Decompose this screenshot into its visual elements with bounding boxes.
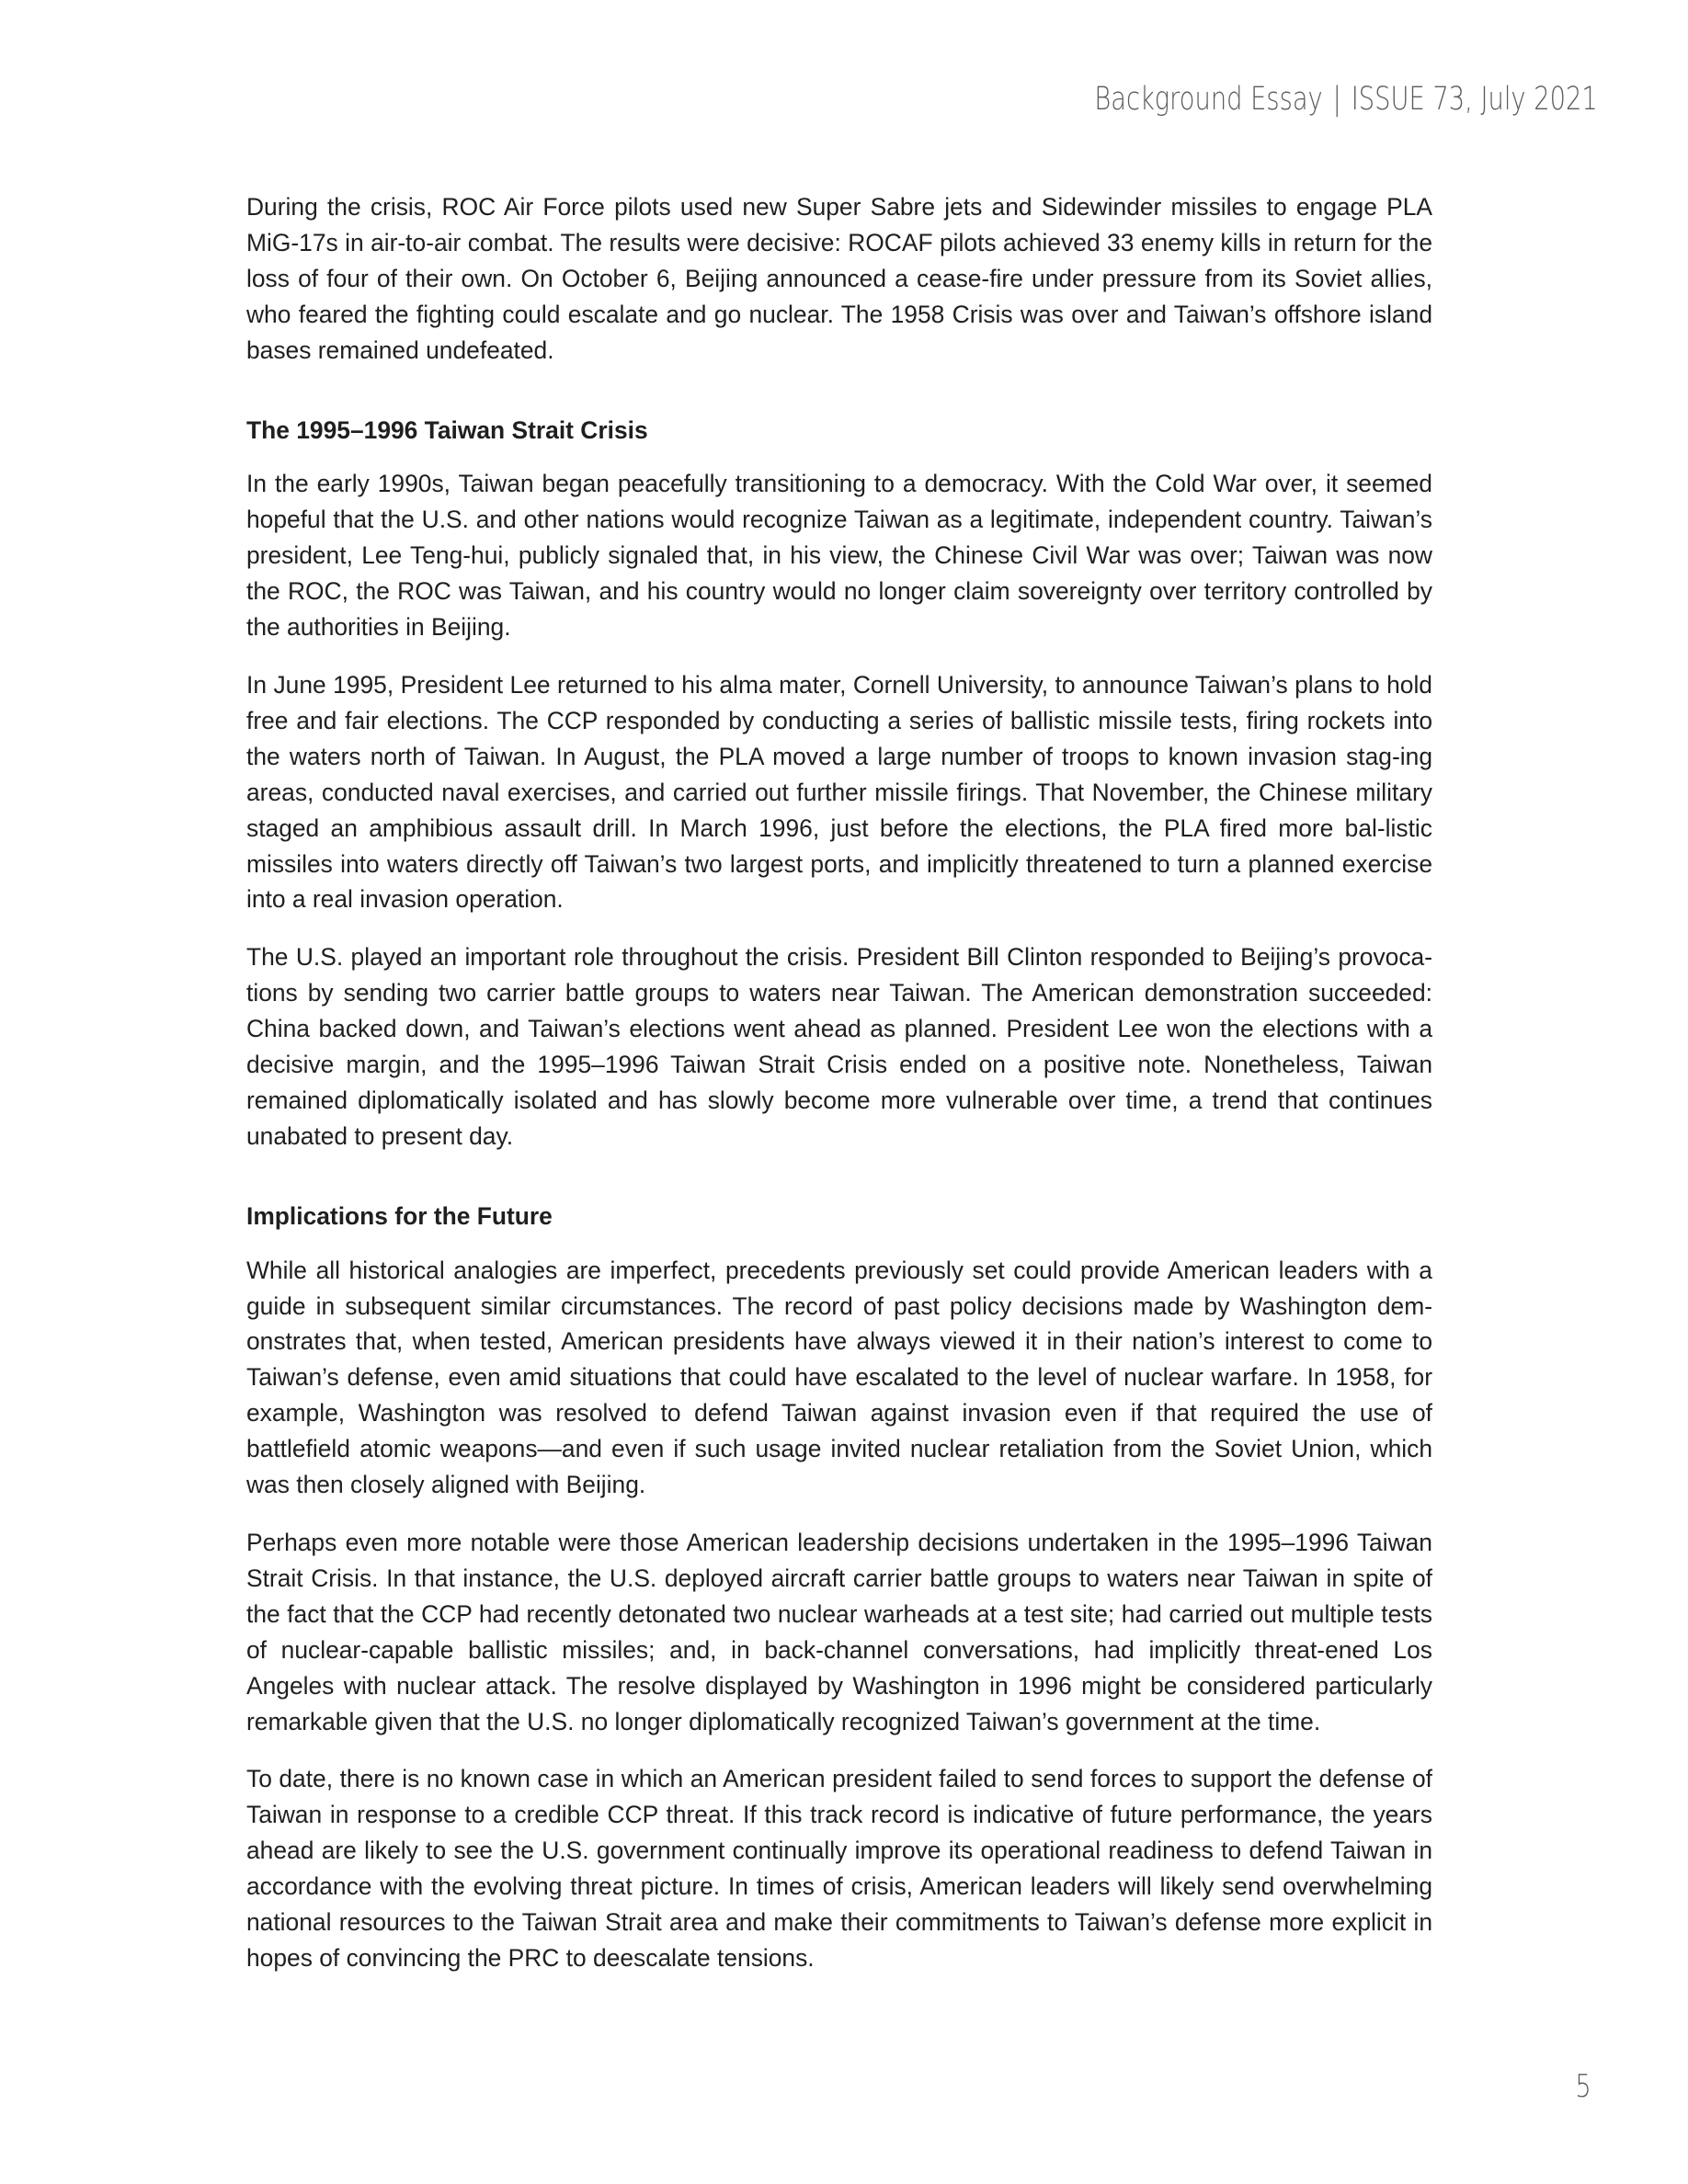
paragraph-1995-us-role: The U.S. played an important role throughout the crisis. President Bill Clinton responded to Beijing’s provoca-tions by sending two carrier battle groups to waters near Taiwan. The American demonstration succeeded: China backed down, and Taiwan’s elections went ahead as planned. President Lee won the elections with a decisive margin, and the 1995–1996 Taiwan Strait Crisis ended on a positive note. Nonetheless, Taiwan remained diplomatically isolated and has slowly become more vulnerable over time, a trend that continues unabated to present day. bbox=[246, 943, 1432, 1150]
paragraph-1958-crisis-end: During the crisis, ROC Air Force pilots used new Super Sabre jets and Sidewinder missiles to engage PLA MiG-17s in air-to-air combat. The results were decisive: ROCAF pilots achieved 33 enemy kills in return for the loss of four of their own. On October 6, Beijing announced a cease-fire under pressure from its Soviet allies, who feared the fighting could escalate and go nuclear. The 1958 Crisis was over and Taiwan’s offshore island bases remained undefeated. bbox=[246, 193, 1432, 364]
running-header bbox=[1095, 81, 1598, 118]
paragraph-future-track-record: To date, there is no known case in which an American president failed to send forces to support the defense of Taiwan in response to a credible CCP threat. If this track record is indicative of future performance, the years ahead are likely to see the U.S. government continually improve its operational readiness to defend Taiwan in accordance with the evolving threat picture. In times of crisis, American leaders will likely send overwhelming national resources to the Taiwan Strait area and make their commitments to Taiwan’s defense more explicit in hopes of convincing the PRC to deescalate tensions. bbox=[246, 1765, 1432, 1972]
paragraph-1995-democracy: In the early 1990s, Taiwan began peacefully transitioning to a democracy. With the Cold War over, it seemed hopeful that the U.S. and other nations would recognize Taiwan as a legitimate, independent country. Taiwan’s president, Lee Teng-hui, publicly signaled that, in his view, the Chinese Civil War was over; Taiwan was now the ROC, the ROC was Taiwan, and his country would no longer claim sovereignty over territory controlled by the authorities in Beijing. bbox=[246, 470, 1432, 642]
article-body bbox=[246, 189, 1432, 1998]
section-heading-future: Implications for the Future bbox=[246, 1201, 553, 1230]
paragraph-future-analogies: While all historical analogies are imperfect, precedents previously set could provide American leaders with a guide in subsequent similar circumstances. The record of past policy decisions made by Washington dem-onstrates that, when tested, American presidents have always viewed it in their nation’s interest to come to Taiwan’s defense, even amid situations that could have escalated to the level of nuclear warfare. In 1958, for example, Washington was resolved to defend Taiwan against invasion even if that required the use of battlefield atomic weapons—and even if such usage invited nuclear retaliation from the Soviet Union, which was then closely aligned with Beijing. bbox=[246, 1256, 1432, 1499]
header-separator: | bbox=[1332, 81, 1342, 118]
paragraph-1995-missile-tests: In June 1995, President Lee returned to his alma mater, Cornell University, to announce Taiwan’s plans to hold free and fair elections. The CCP responded by conducting a series of ballistic missile tests, firing rockets into the waters north of Taiwan. In August, the PLA moved a large number of troops to known invasion stag-ing areas, conducted naval exercises, and carried out further missile firings. That November, the Chinese military staged an amphibious assault drill. In March 1996, just before the elections, the PLA fired more bal-listic missiles into waters directly off Taiwan’s two largest ports, and implicitly threatened to turn a planned exercise into a real invasion operation. bbox=[246, 670, 1432, 914]
page-number: 5 bbox=[1575, 2068, 1591, 2105]
paragraph-future-1996-decisions: Perhaps even more notable were those American leadership decisions undertaken in the 1995–1996 Taiwan Strait Crisis. In that instance, the U.S. deployed aircraft carrier battle groups to waters near Taiwan in spite of the fact that the CCP had recently detonated two nuclear warheads at a test site; had carried out multiple tests of nuclear-capable ballistic missiles; and, in back-channel conversations, had implicitly threat-ened Los Angeles with nuclear attack. The resolve displayed by Washington in 1996 might be considered particularly remarkable given that the U.S. no longer diplomatically recognized Taiwan’s government at the time. bbox=[246, 1529, 1432, 1735]
essay-type-label: Background Essay bbox=[1094, 81, 1323, 118]
section-heading-1995-crisis: The 1995–1996 Taiwan Strait Crisis bbox=[246, 415, 648, 444]
issue-label: ISSUE 73, July 2021 bbox=[1352, 81, 1598, 118]
